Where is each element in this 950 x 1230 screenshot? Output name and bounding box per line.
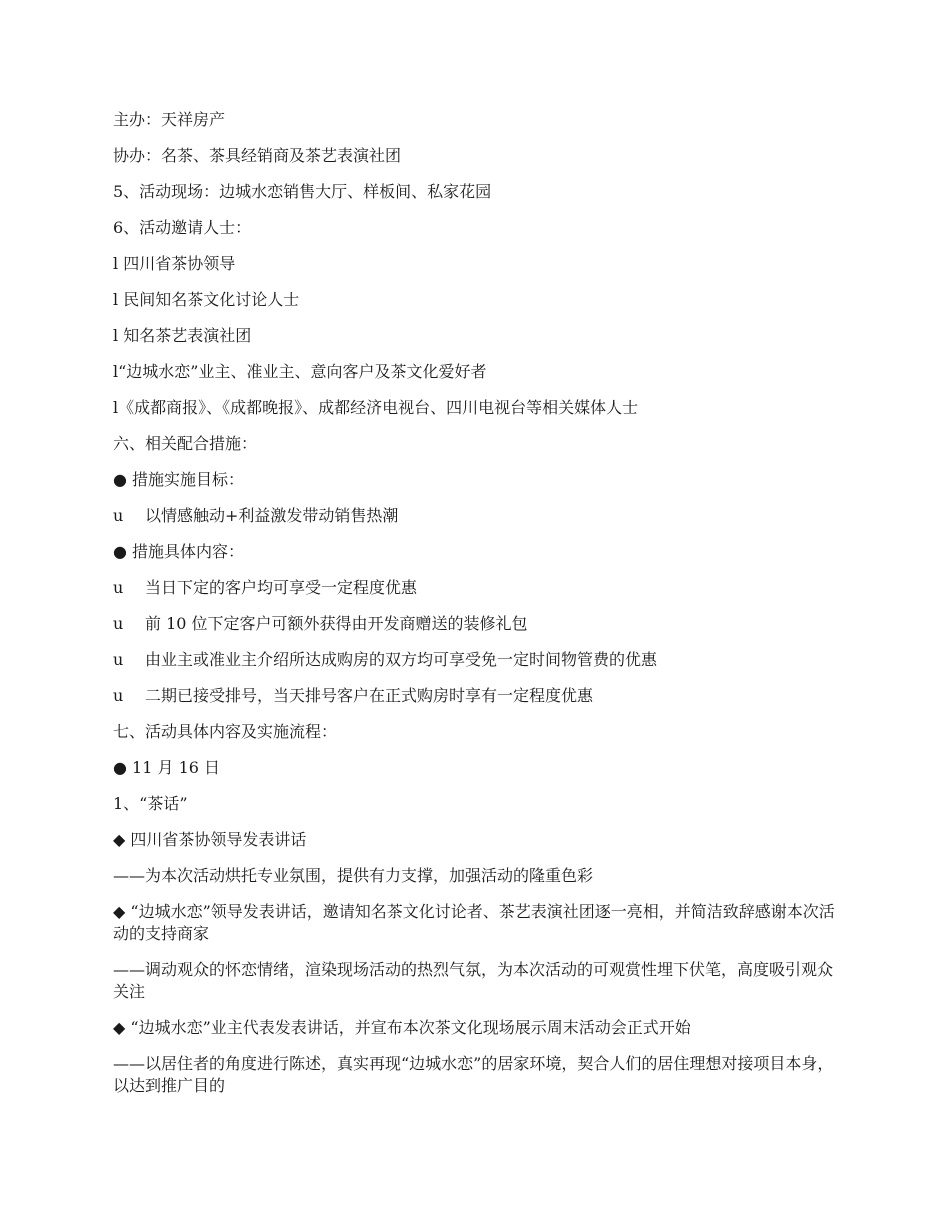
section-heading-flow: 七、活动具体内容及实施流程： <box>113 722 338 741</box>
speech-note: ——为本次活动烘托专业氛围，提供有力支撑，加强活动的隆重色彩 <box>113 866 594 885</box>
u-marker: u <box>113 686 124 705</box>
measure-goal-text: 以情感触动+利益激发带动销售热潮 <box>145 506 399 525</box>
document-page <box>113 109 843 1111</box>
invitee-item: l 民间知名茶文化讨论人士 <box>113 290 300 309</box>
measure-goal-heading: ● 措施实施目标： <box>113 470 245 489</box>
invitee-item: l“边城水恋”业主、准业主、意向客户及茶文化爱好者 <box>113 362 487 381</box>
invitees-heading: 6、活动邀请人士： <box>113 218 252 237</box>
organizer-line: 主办：天祥房产 <box>113 110 226 129</box>
u-marker: u <box>113 614 124 633</box>
section-heading-measures: 六、相关配合措施： <box>113 434 258 453</box>
measure-content-heading: ● 措施具体内容： <box>113 542 245 561</box>
measure-content-item <box>113 685 843 707</box>
co-organizer-line: 协办：名茶、茶具经销商及茶艺表演社团 <box>113 146 402 165</box>
speech-item: ◆ “边城水恋”领导发表讲话，邀请知名茶文化讨论者、茶艺表演社团逐一亮相，并简洁致辞感谢本次活动的支持商家 <box>113 902 835 943</box>
date-heading: ● 11 月 16 日 <box>113 758 221 777</box>
measure-content-text: 前 10 位下定客户可额外获得由开发商赠送的装修礼包 <box>145 614 528 633</box>
speech-item: ◆ 四川省茶协领导发表讲话 <box>113 830 307 849</box>
measure-content-item <box>113 577 843 599</box>
tea-talk-heading: 1、“茶话” <box>113 794 188 813</box>
measure-content-text: 当日下定的客户均可享受一定程度优惠 <box>145 578 418 597</box>
measure-content-text: 二期已接受排号，当天排号客户在正式购房时享有一定程度优惠 <box>145 686 594 705</box>
measure-goal-item <box>113 505 843 527</box>
u-marker: u <box>113 578 124 597</box>
u-marker: u <box>113 506 124 525</box>
speech-note: ——调动观众的怀恋情绪，渲染现场活动的热烈气氛，为本次活动的可观赏性埋下伏笔，高度吸引观众关注 <box>113 960 834 1001</box>
invitee-item: l 知名茶艺表演社团 <box>113 326 252 345</box>
measure-content-item <box>113 649 843 671</box>
measure-content-text: 由业主或准业主介绍所达成购房的双方均可享受免一定时间物管费的优惠 <box>145 650 658 669</box>
venue-line: 5、活动现场：边城水恋销售大厅、样板间、私家花园 <box>113 182 492 201</box>
speech-note: ——以居住者的角度进行陈述，真实再现“边城水恋”的居家环境，契合人们的居住理想对接项目本身，以达到推广目的 <box>113 1054 834 1095</box>
invitee-item: l《成都商报》、《成都晚报》、成都经济电视台、四川电视台等相关媒体人士 <box>113 398 639 417</box>
u-marker: u <box>113 650 124 669</box>
invitee-item: l 四川省茶协领导 <box>113 254 236 273</box>
measure-content-item <box>113 613 843 635</box>
speech-item: ◆ “边城水恋”业主代表发表讲话，并宣布本次茶文化现场展示周末活动会正式开始 <box>113 1018 691 1037</box>
